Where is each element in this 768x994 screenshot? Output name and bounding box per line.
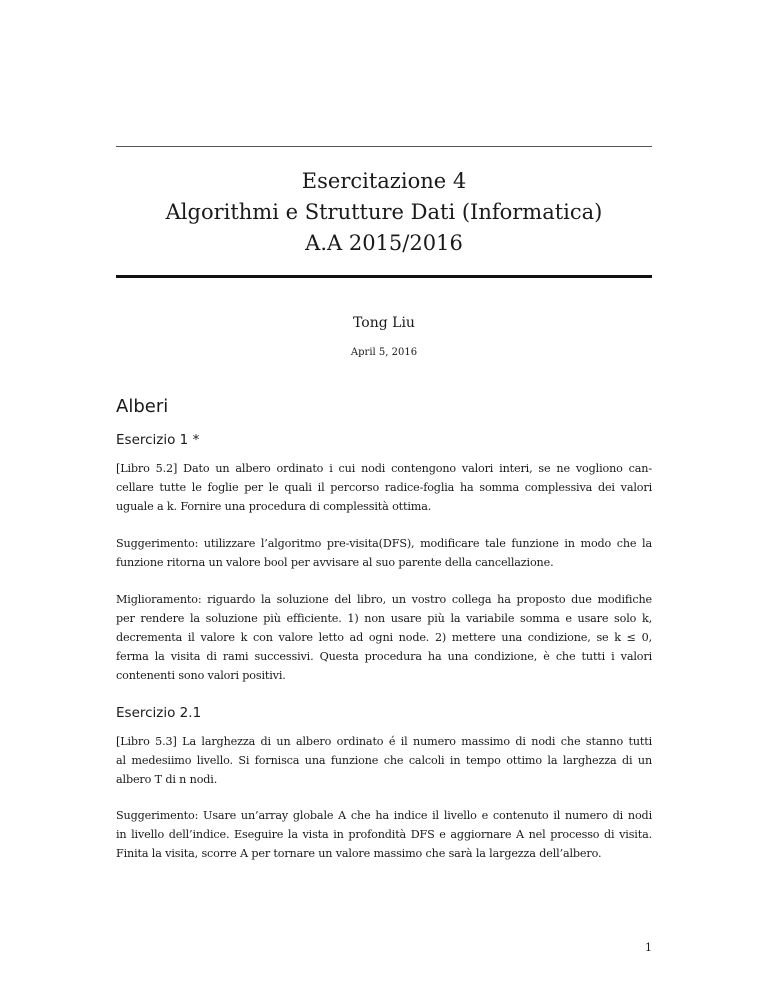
exercise-1-title: Esercizio 1 * bbox=[116, 432, 200, 448]
page-number: 1 bbox=[645, 941, 652, 954]
exercise-2-hint-line: in livello dell’indice. Eseguire la vista in profondità DFS e aggiornare A nel processo di visita. bbox=[116, 828, 652, 841]
exercise-2-hint-line: Finita la visita, scorre A per tornare un valore massimo che sarà la largezza dell’albero. bbox=[116, 847, 602, 860]
exercise-1-improvement-line: per rendere la soluzione più efficiente. 1) non usare più la variabile somma e usare solo k, bbox=[116, 612, 652, 625]
author: Tong Liu bbox=[353, 315, 415, 331]
exercise-1-improvement-line: ferma la visita di rami successivi. Questa procedura ha una condizione, è che tutti i valori bbox=[116, 650, 652, 663]
exercise-1-hint bbox=[116, 534, 652, 572]
exercise-2-hint bbox=[116, 806, 652, 863]
section-title: Alberi bbox=[116, 396, 169, 417]
exercise-2-problem-line: albero T di n nodi. bbox=[116, 773, 218, 786]
exercise-1-improvement-line: decrementa il valore k con valore letto ad ogni node. 2) mettere una condizione, se k ≤ 0, bbox=[116, 631, 652, 644]
exercise-1-problem-line: uguale a k. Fornire una procedura di complessità ottima. bbox=[116, 500, 432, 513]
exercise-1-problem-line: [Libro 5.2] Dato un albero ordinato i cui nodi contengono valori interi, se ne vogliono can- bbox=[116, 462, 652, 475]
title-line-1: Esercitazione 4 bbox=[301, 169, 467, 193]
title-line-3: A.A 2015/2016 bbox=[305, 231, 463, 255]
exercise-1-improvement-line: contenenti sono valori positivi. bbox=[116, 669, 286, 682]
exercise-1-improvement-line: Miglioramento: riguardo la soluzione del libro, un vostro collega ha proposto due modifiche bbox=[116, 593, 652, 606]
exercise-1-improvement bbox=[116, 590, 652, 685]
document-title bbox=[116, 166, 652, 259]
exercise-2-problem bbox=[116, 732, 652, 789]
exercise-2-title: Esercizio 2.1 bbox=[116, 705, 202, 721]
exercise-1-problem bbox=[116, 459, 652, 516]
title-top-rule bbox=[116, 146, 652, 147]
exercise-1-hint-line: funzione ritorna un valore bool per avvisare al suo parente della cancellazione. bbox=[116, 556, 554, 569]
exercise-1-problem-line: cellare tutte le foglie per le quali il percorso radice-foglia ha somma complessiva dei valori bbox=[116, 481, 652, 494]
title-line-2: Algorithmi e Strutture Dati (Informatica) bbox=[165, 200, 603, 224]
title-bottom-rule bbox=[116, 275, 652, 278]
date: April 5, 2016 bbox=[350, 347, 418, 358]
exercise-2-problem-line: al medesiimo livello. Si fornisca una funzione che calcoli in tempo ottimo la larghezza di un bbox=[116, 754, 652, 767]
exercise-2-hint-line: Suggerimento: Usare un’array globale A che ha indice il livello e contenuto il numero di nodi bbox=[116, 809, 652, 822]
exercise-2-problem-line: [Libro 5.3] La larghezza di un albero ordinato é il numero massimo di nodi che stanno tutti bbox=[116, 735, 652, 748]
exercise-1-hint-line: Suggerimento: utilizzare l’algoritmo pre-visita(DFS), modificare tale funzione in modo che la bbox=[116, 537, 652, 550]
